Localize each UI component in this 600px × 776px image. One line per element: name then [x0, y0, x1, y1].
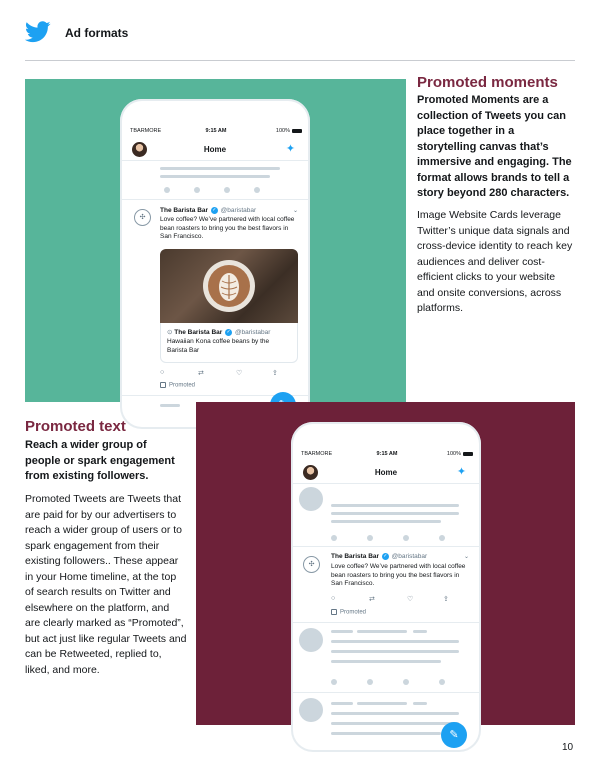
- reply-icon[interactable]: ○: [331, 595, 336, 602]
- placeholder-line: [331, 504, 459, 507]
- status-bar: [301, 451, 473, 461]
- promoted-text: Promoted: [169, 382, 196, 389]
- phone-mockup: [291, 422, 481, 752]
- placeholder-line: [357, 630, 407, 633]
- promoted-moments-lead: Promoted Moments are a collection of Tweets you can place together in a storytelling canvas that’s immersive and engaging. The format allows brands to tell a story beyond 280 characters.: [417, 94, 572, 199]
- header-title: Ad formats: [65, 26, 129, 40]
- phone-mockup: [120, 99, 310, 429]
- placeholder-line: [331, 650, 459, 653]
- battery-icon: [463, 452, 473, 456]
- latte-art-illustration: [160, 249, 298, 323]
- placeholder-dot: [367, 535, 373, 541]
- promoted-text-title: Promoted text: [25, 418, 126, 435]
- placeholder-line: [160, 404, 180, 407]
- placeholder-dot: [164, 187, 170, 193]
- tweet-author-name[interactable]: The Barista Bar: [160, 207, 209, 215]
- header-divider: [25, 60, 575, 61]
- placeholder-dot: [367, 679, 373, 685]
- promoted-moments-title: Promoted moments: [417, 74, 558, 91]
- placeholder-line: [331, 520, 441, 523]
- website-card[interactable]: [160, 323, 298, 363]
- tweet-author-handle[interactable]: @baristabar: [220, 207, 257, 215]
- tweet-text: Love coffee? We’ve partnered with local coffee bean roasters to bring you the best flavors in San Francisco.: [331, 563, 466, 587]
- retweet-icon[interactable]: ⇄: [198, 370, 204, 377]
- chevron-down-icon[interactable]: ⌄: [463, 554, 469, 560]
- page-number: 10: [562, 742, 574, 753]
- divider: [291, 546, 481, 547]
- battery-label: 100%: [446, 451, 461, 457]
- share-icon[interactable]: ⇪: [443, 596, 449, 603]
- placeholder-line: [413, 630, 427, 633]
- placeholder-line: [331, 640, 459, 643]
- card-author-name: The Barista Bar: [174, 329, 223, 336]
- placeholder-dot: [194, 187, 200, 193]
- page-header: [0, 0, 600, 64]
- like-icon[interactable]: ♡: [407, 596, 414, 603]
- screen-title: Home: [374, 468, 398, 477]
- battery-label: 100%: [275, 128, 290, 134]
- placeholder-line: [331, 630, 353, 633]
- promoted-moments-panel: [25, 79, 406, 402]
- placeholder-line: [331, 722, 459, 725]
- brand-logo-icon[interactable]: ✣: [134, 209, 151, 226]
- placeholder-line: [160, 167, 280, 170]
- placeholder-line: [160, 175, 270, 178]
- globe-icon: ⊙: [167, 329, 173, 336]
- share-icon[interactable]: ⇪: [272, 370, 278, 377]
- divider: [120, 199, 310, 200]
- carrier-label: TBARMORE: [130, 128, 162, 134]
- sparkle-icon[interactable]: ✦: [285, 143, 296, 155]
- twitter-bird-icon: [25, 21, 51, 43]
- verified-icon: ✓: [212, 207, 217, 213]
- tweet-author-name[interactable]: The Barista Bar: [331, 553, 380, 561]
- compose-button[interactable]: ✎: [441, 722, 467, 748]
- tweet-text: Love coffee? We’ve partnered with local coffee bean roasters to bring you the best flavors in San Francisco.: [160, 216, 295, 240]
- promoted-text: Promoted: [340, 609, 367, 616]
- carrier-label: TBARMORE: [301, 451, 333, 457]
- placeholder-line: [331, 702, 353, 705]
- placeholder-line: [331, 732, 441, 735]
- placeholder-line: [331, 512, 459, 515]
- placeholder-avatar: [299, 487, 323, 511]
- promoted-text-panel: [196, 402, 575, 741]
- placeholder-dot: [403, 679, 409, 685]
- tweet-header: [331, 553, 427, 560]
- placeholder-line: [331, 712, 459, 715]
- app-bar: [120, 139, 310, 161]
- time-label: 9:15 AM: [205, 128, 227, 134]
- promoted-text-body: Promoted Tweets are Tweets that are paid for by our advertisers to reach a wider group of users or to spark engagement from their existing followers.. These appear in your Home timeline, at the top of search results on Twitter and elsewhere on the platform, and are clearly marked as “Promoted”, but act just like regular Tweets and can be Retweeted, replied to, liked, and more.: [25, 493, 187, 676]
- sparkle-icon[interactable]: ✦: [456, 466, 467, 478]
- verified-icon: ✓: [383, 553, 388, 559]
- screen-title: Home: [203, 145, 227, 154]
- placeholder-avatar: [299, 628, 323, 652]
- divider: [291, 692, 481, 693]
- status-bar: [130, 128, 302, 138]
- placeholder-line: [357, 702, 407, 705]
- placeholder-dot: [254, 187, 260, 193]
- reply-icon[interactable]: ○: [160, 369, 165, 376]
- placeholder-dot: [403, 535, 409, 541]
- placeholder-line: [413, 702, 427, 705]
- placeholder-dot: [439, 535, 445, 541]
- battery-indicator: [447, 451, 473, 457]
- promoted-moments-body: Image Website Cards leverage Twitter’s unique data signals and cross-device identity to reach key audiences and deliver cost-efficient clicks to your website and onsite conversions, across platforms.: [417, 209, 573, 314]
- promoted-icon: [331, 609, 337, 615]
- chevron-down-icon[interactable]: ⌄: [292, 208, 298, 214]
- promoted-label: [160, 382, 195, 389]
- placeholder-line: [331, 660, 441, 663]
- app-bar: [291, 462, 481, 484]
- card-author-handle: @baristabar: [234, 329, 271, 336]
- verified-icon: ✓: [226, 328, 231, 335]
- battery-icon: [292, 129, 302, 133]
- card-header: [167, 328, 270, 336]
- promoted-text-lead: Reach a wider group of people or spark engagement from existing followers.: [25, 439, 175, 482]
- retweet-icon[interactable]: ⇄: [369, 596, 375, 603]
- placeholder-dot: [331, 535, 337, 541]
- time-label: 9:15 AM: [376, 451, 398, 457]
- promoted-icon: [160, 382, 166, 388]
- placeholder-avatar: [299, 698, 323, 722]
- tweet-header: [160, 207, 256, 214]
- divider: [291, 622, 481, 623]
- coffee-image[interactable]: [160, 249, 298, 323]
- placeholder-dot: [224, 187, 230, 193]
- tweet-author-handle[interactable]: @baristabar: [391, 553, 428, 561]
- placeholder-dot: [439, 679, 445, 685]
- battery-indicator: [276, 128, 302, 134]
- card-text: Hawaiian Kona coffee beans by the Barista Bar: [167, 338, 270, 354]
- placeholder-dot: [331, 679, 337, 685]
- brand-logo-icon[interactable]: ✣: [303, 556, 320, 573]
- like-icon[interactable]: ♡: [236, 370, 243, 377]
- promoted-label: [331, 609, 366, 616]
